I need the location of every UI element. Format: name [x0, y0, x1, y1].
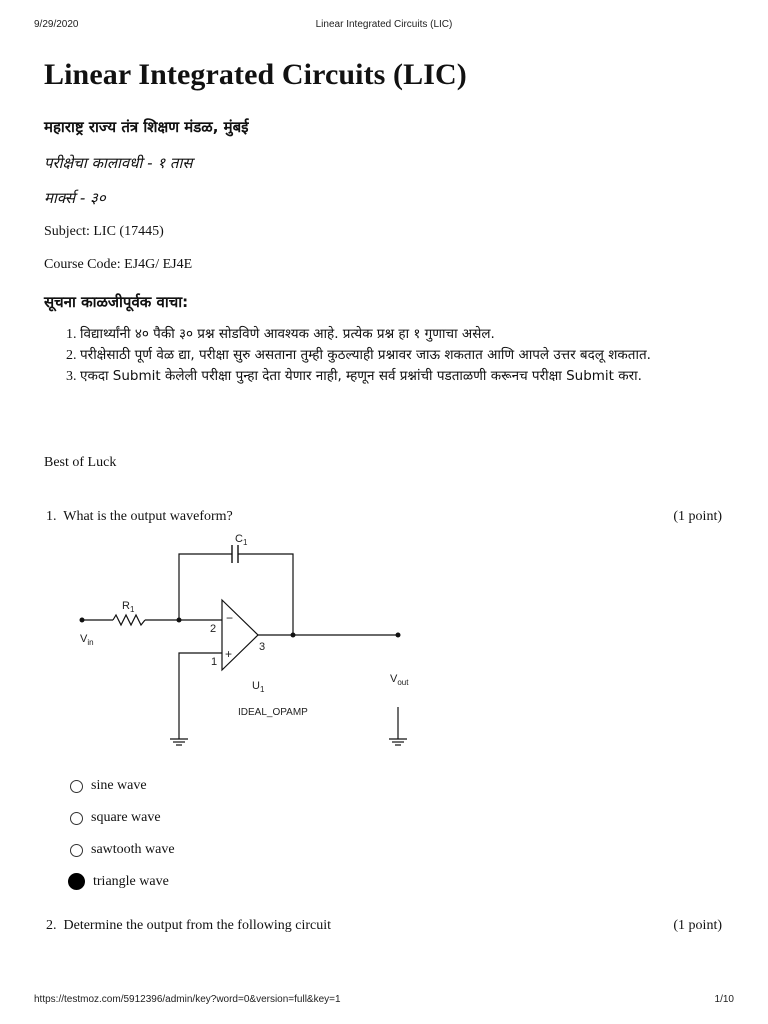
question-2-points: (1 point) — [673, 918, 722, 933]
resistor-r1-symbol — [113, 615, 145, 625]
print-title: Linear Integrated Circuits (LIC) — [315, 19, 453, 30]
question-text: Determine the output from the following circuit — [63, 918, 331, 933]
option-label: triangle wave — [93, 873, 169, 889]
exam-marks: मार्क्स - ३० — [44, 189, 106, 207]
subject-line: Subject: LIC (17445) — [44, 224, 164, 239]
question-1-points: (1 point) — [673, 509, 722, 524]
best-of-luck: Best of Luck — [44, 455, 117, 470]
input-node — [80, 618, 85, 623]
option-label: sine wave — [91, 778, 147, 793]
option-sine-wave[interactable] — [70, 778, 147, 794]
page-title: Linear Integrated Circuits (LIC) — [44, 58, 467, 91]
radio-icon[interactable] — [70, 780, 83, 793]
pin-1-label: 1 — [211, 656, 218, 668]
capacitor-label: $C_1$ — [235, 533, 248, 547]
junction-node — [291, 633, 296, 638]
page-number: 1/10 — [714, 994, 734, 1005]
vin-label: $V_{in}$ — [80, 633, 94, 647]
option-sawtooth-wave[interactable] — [70, 842, 175, 858]
instructions-list — [44, 324, 768, 387]
exam-duration: परीक्षेचा कालावधी - १ तास — [44, 154, 193, 172]
instruction-item: 2. परीक्षेसाठी पूर्ण वेळ द्या, परीक्षा सुरु असताना तुम्ही कुठल्याही प्रश्नावर जाऊ शकतात आणि आपले उत्तर बदलू शकतात. — [80, 345, 768, 366]
pin-2-label: 2 — [210, 623, 217, 635]
pin-3-label: 3 — [259, 641, 266, 653]
instruction-item: 1. विद्यार्थ्यांनी ४० पैकी ३० प्रश्न सोडविणे आवश्यक आहे. प्रत्येक प्रश्न हा १ गुणाचा असेल. — [80, 324, 768, 345]
option-label: sawtooth wave — [91, 842, 175, 857]
junction-node — [177, 618, 182, 623]
resistor-label: $R_1$ — [122, 600, 135, 614]
minus-label: − — [226, 611, 234, 625]
option-square-wave[interactable] — [70, 810, 161, 826]
instructions-title: सूचना काळजीपूर्वक वाचा: — [44, 293, 189, 311]
question-text: What is the output waveform? — [63, 509, 233, 524]
opamp-part-label: IDEAL_OPAMP — [238, 707, 308, 718]
option-triangle-wave[interactable] — [70, 873, 169, 890]
radio-icon[interactable] — [70, 844, 83, 857]
board-name: महाराष्ट्र राज्य तंत्र शिक्षण मंडळ, मुंबई — [44, 118, 249, 136]
feedback-wire-left — [179, 554, 232, 620]
vout-label: $V_{out}$ — [390, 673, 409, 687]
question-number: 2. — [46, 918, 57, 933]
print-date: 9/29/2020 — [34, 19, 79, 30]
course-code-line: Course Code: EJ4G/ EJ4E — [44, 257, 193, 272]
opamp-designator: $U_1$ — [252, 680, 265, 694]
feedback-wire-right — [238, 554, 293, 634]
plus-label: + — [225, 647, 233, 661]
radio-icon[interactable] — [70, 812, 83, 825]
output-node — [396, 633, 401, 638]
question-2 — [46, 918, 331, 934]
footer-url: https://testmoz.com/5912396/admin/key?word=0&version=full&key=1 — [34, 994, 341, 1005]
radio-selected-icon[interactable] — [68, 873, 85, 890]
option-label: square wave — [91, 810, 161, 825]
integrator-circuit-diagram — [0, 525, 768, 755]
question-number: 1. — [46, 509, 57, 524]
question-1 — [46, 509, 233, 525]
instruction-item: 3. एकदा Submit केलेली परीक्षा पुन्हा देता येणार नाही, म्हणून सर्व प्रश्नांची पडताळणी करूनच परीक्षा Submit करा. — [80, 366, 768, 387]
